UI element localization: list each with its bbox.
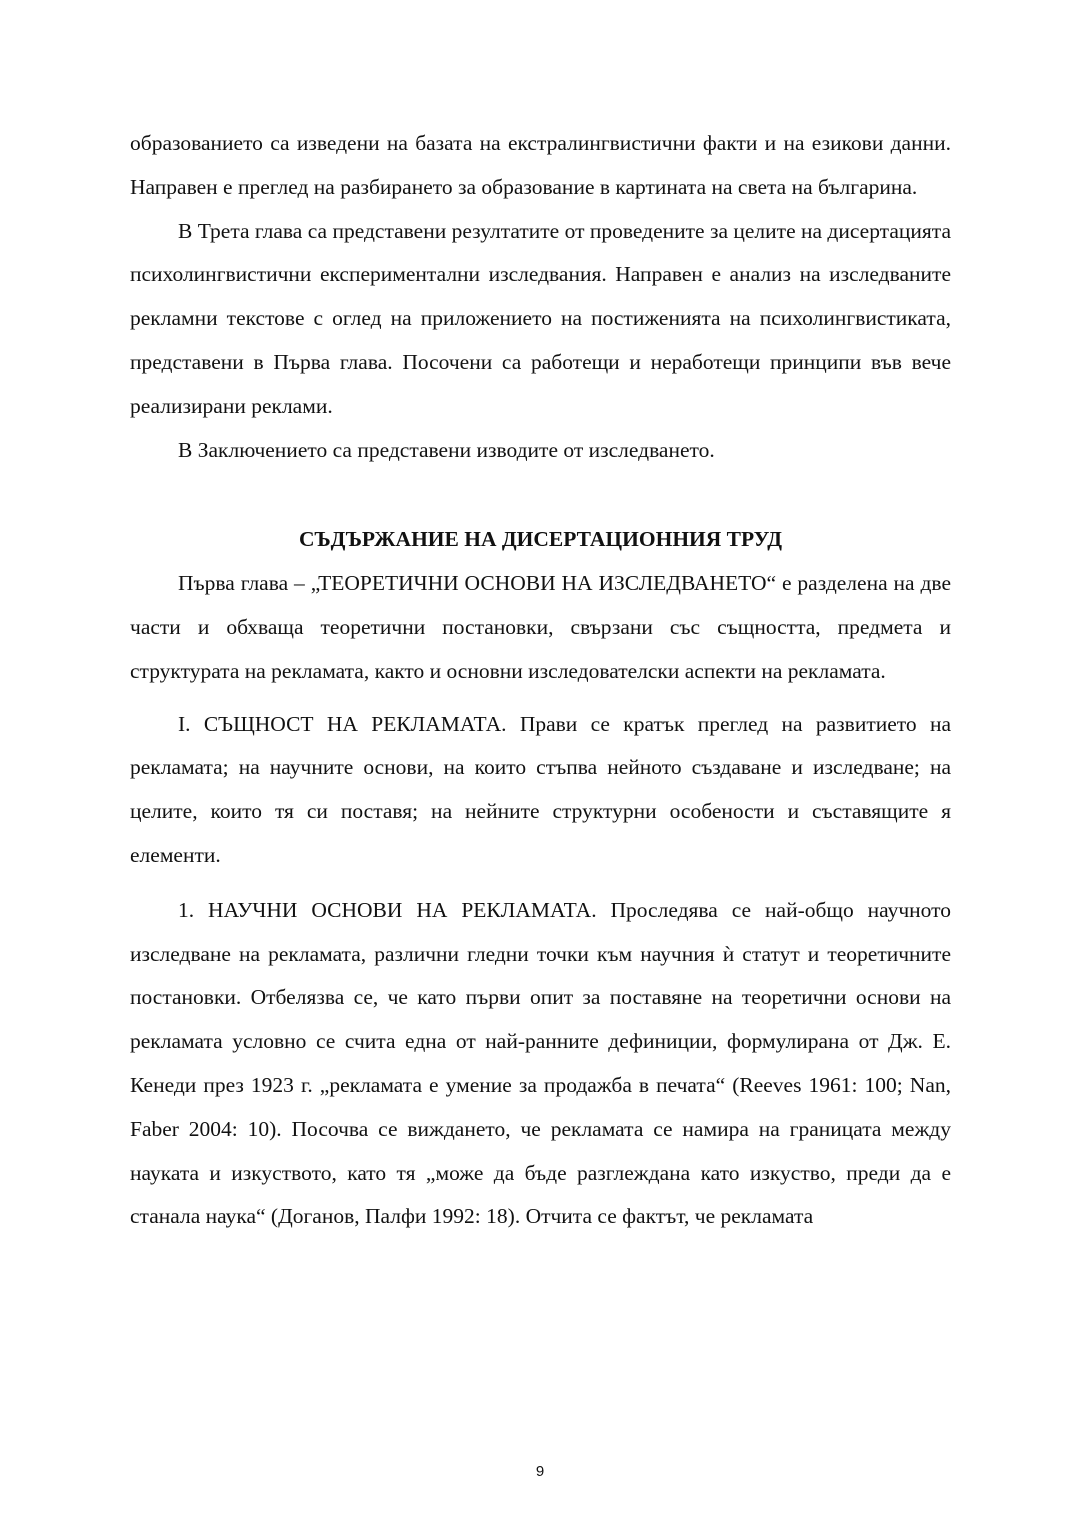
page-number: 9 xyxy=(535,1463,545,1480)
paragraph-chapter-one: Първа глава – „ТЕОРЕТИЧНИ ОСНОВИ НА ИЗСЛЕДВАНЕТО“ е разделена на две части и обхваща теоретични постановки, свързани със същността, предмета и структурата на рекламата, както и основни изследователски аспекти на рекламата. xyxy=(130,571,951,683)
paragraph-education-continuation: образованието са изведени на базата на екстралингвистични факти и на езикови данни. Направен е преглед на разбирането за образование в картината на света на българина. xyxy=(130,131,951,199)
paragraph-conclusion: В Заключението са представени изводите от изследването. xyxy=(178,437,715,462)
paragraph-scientific-foundations: 1. НАУЧНИ ОСНОВИ НА РЕКЛАМАТА. Проследява се най-общо научното изследване на рекламата, различни гледни точки към научния ѝ статут и теоретичните постановки. Отбелязва се, че като първи опит за поставяне на теоретични основи на рекламата условно се счита една от най-ранните дефиниции, формулирана от Дж. Е. Кенеди през 1923 г. „рекламата е умение за продажба в печата“ (Reeves 1961: 100; Nan, Faber 2004: 10). Посочва се виждането, че рекламата се намира на границата между науката и изкуството, като тя „може да бъде разглеждана като изкуство, преди да е станала наука“ (Доганов, Палфи 1992: 18). Отчита се фактът, че рекламата xyxy=(130,897,951,1229)
paragraph-essence-of-advertising: I. СЪЩНОСТ НА РЕКЛАМАТА. Прави се кратък преглед на развитието на рекламата; на научните основи, на които стъпва нейното създаване и изследване; на целите, които тя си поставя; на нейните структурни особености и съставящите я елементи. xyxy=(130,711,951,867)
paragraph-chapter-three: В Трета глава са представени резултатите от проведените за целите на дисертацията психолингвистични експериментални изследвания. Направен е анализ на изследваните рекламни текстове с оглед на приложението на постиженията на психолингвистиката, представени в Първа глава. Посочени са работещи и неработещи принципи във вече реализирани реклами. xyxy=(130,218,951,418)
section-heading: СЪДЪРЖАНИЕ НА ДИСЕРТАЦИОННИЯ ТРУД xyxy=(298,527,783,552)
document-page xyxy=(130,122,951,1239)
